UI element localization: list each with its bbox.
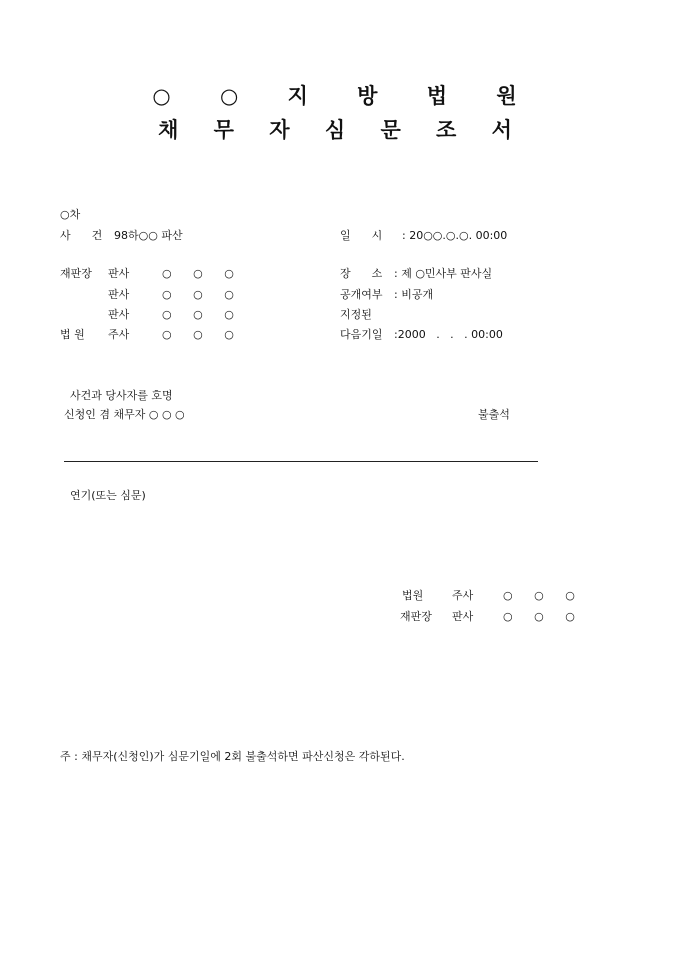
judge-title-3: 판사 bbox=[108, 308, 130, 321]
outcome-text: 연기(또는 심문) bbox=[70, 489, 146, 502]
judge-name-3: ○ ○ ○ bbox=[162, 308, 243, 321]
place-label: 장 소 bbox=[340, 267, 383, 280]
session-round: ○차 bbox=[60, 208, 81, 221]
place-row bbox=[340, 267, 492, 281]
judge-title-2: 판사 bbox=[108, 288, 130, 301]
presiding-label: 재판장 bbox=[60, 267, 92, 280]
sig-clerk-name: ○ ○ ○ bbox=[503, 589, 584, 602]
public-row bbox=[340, 288, 433, 302]
separator-line bbox=[64, 461, 538, 462]
judge-name-1: ○ ○ ○ bbox=[162, 267, 243, 280]
attendance-status: 불출석 bbox=[478, 408, 510, 421]
next-date-value: :2000 . . . 00:00 bbox=[394, 328, 503, 341]
next-date-row bbox=[340, 328, 503, 342]
case-label: 사 건 bbox=[60, 229, 103, 242]
sig-judge-title: 판사 bbox=[452, 610, 474, 623]
call-text: 사건과 당사자를 호명 bbox=[70, 389, 173, 402]
sig-court-label: 법원 bbox=[402, 589, 424, 602]
sig-judge-name: ○ ○ ○ bbox=[503, 610, 584, 623]
designated-label: 지정된 bbox=[340, 308, 372, 321]
case-value: 98하○○ 파산 bbox=[114, 229, 183, 242]
clerk-title: 주사 bbox=[108, 328, 130, 341]
sig-presiding-label: 재판장 bbox=[400, 610, 432, 623]
document-title: ○ ○ 지 방 법 원 bbox=[152, 83, 538, 108]
date-row bbox=[340, 229, 507, 243]
document-subtitle: 채 무 자 심 문 조 서 bbox=[158, 117, 526, 142]
date-value: : 20○○.○.○. 00:00 bbox=[402, 229, 508, 242]
place-value: : 제 ○민사부 판사실 bbox=[394, 267, 493, 280]
public-value: : 비공개 bbox=[394, 288, 434, 301]
next-date-label: 다음기일 bbox=[340, 328, 383, 341]
footnote: 주 : 채무자(신청인)가 심문기일에 2회 불출석하면 파산신청은 각하된다. bbox=[60, 750, 405, 763]
applicant-text: 신청인 겸 채무자 ○ ○ ○ bbox=[64, 408, 185, 421]
court-label: 법 원 bbox=[60, 328, 85, 341]
public-label: 공개여부 bbox=[340, 288, 383, 301]
judge-name-2: ○ ○ ○ bbox=[162, 288, 243, 301]
clerk-name: ○ ○ ○ bbox=[162, 328, 243, 341]
judge-title-1: 판사 bbox=[108, 267, 130, 280]
case-row bbox=[60, 229, 183, 243]
date-label: 일 시 bbox=[340, 229, 383, 242]
sig-clerk-title: 주사 bbox=[452, 589, 474, 602]
